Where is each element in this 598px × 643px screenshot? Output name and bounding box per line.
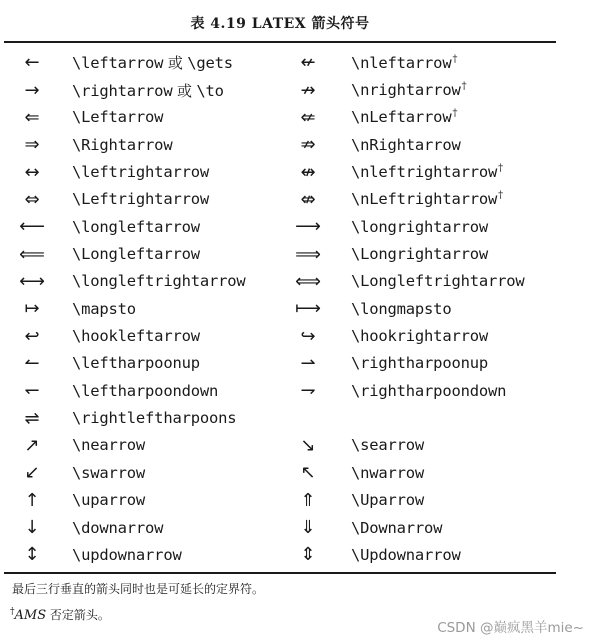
symbol-cell-right [277,268,339,295]
arrow-symbol: ↙ [24,462,40,484]
or-connector: 或 [172,81,197,100]
arrow-symbol: ⟺ [295,270,321,292]
latex-command: \Longleftrightarrow [351,272,525,291]
symbol-cell-left [4,432,60,459]
arrow-symbol: ⇐ [24,106,40,128]
arrow-symbol: ↑ [24,489,40,511]
latex-command: \Longleftarrow [72,245,200,264]
table-row [4,131,556,158]
arrow-symbol: ↽ [24,380,40,402]
latex-command: \longleftrightarrow [72,272,246,291]
symbol-cell-right [277,377,339,404]
command-cell-left [60,213,277,240]
command-cell-left [60,240,277,267]
arrow-symbol: ⇎ [300,188,316,210]
ams-dagger-mark: † [498,163,503,175]
symbol-cell-right [277,541,339,568]
arrow-symbol: ⟸ [19,243,45,265]
command-cell-right [339,240,556,267]
arrow-symbol: ⇍ [300,106,316,128]
table-row [4,322,556,349]
latex-command: \Uparrow [351,491,425,510]
arrow-symbol: ⟷ [19,270,45,292]
arrow-symbol: ⟵ [19,216,45,238]
table-row [4,377,556,404]
symbol-cell-right [277,432,339,459]
symbol-cell-right [277,76,339,103]
table-row [4,295,556,322]
command-cell-right [339,459,556,486]
latex-command: \longleftarrow [72,217,200,236]
command-cell-right [339,49,556,76]
latex-command: \nwarrow [351,463,425,482]
symbol-cell-left [4,459,60,486]
latex-command: \leftharpoondown [72,381,219,400]
latex-command: \Downarrow [351,518,443,537]
command-cell-left [60,487,277,514]
arrow-symbol: ⟶ [295,216,321,238]
symbol-cell-left [4,186,60,213]
arrow-symbol: ↚ [300,52,316,74]
symbol-cell-right [277,158,339,185]
latex-command: \Rightarrow [72,135,173,154]
latex-command: \rightharpoonup [351,354,488,373]
latex-command: \nleftrightarrow [351,163,498,182]
ams-logo: AMS [14,608,47,623]
arrow-symbol: ⇔ [24,188,40,210]
command-cell-left [60,104,277,131]
latex-command: \leftharpoonup [72,354,200,373]
symbol-cell-left [4,322,60,349]
table-row [4,76,556,103]
arrow-symbol: ↕ [24,544,40,566]
arrow-symbol: ↩ [24,325,40,347]
table-row [4,186,556,213]
command-cell-right [339,514,556,541]
symbol-cell-right [277,295,339,322]
table-row [4,432,556,459]
table-row [4,487,556,514]
symbol-cell-right [277,404,339,431]
arrow-symbol: ⇁ [300,380,316,402]
latex-command: \longmapsto [351,299,452,318]
command-cell-left [60,131,277,158]
symbol-cell-left [4,76,60,103]
table-row [4,404,556,431]
symbol-cell-left [4,350,60,377]
command-cell-left [60,377,277,404]
symbol-cell-left [4,268,60,295]
table-row [4,213,556,240]
arrow-symbol-table [4,49,556,569]
command-cell-right [339,213,556,240]
symbol-cell-left [4,131,60,158]
bottom-rule [4,572,556,574]
table-row [4,459,556,486]
command-cell-right [339,268,556,295]
arrow-symbol: ↪ [300,325,316,347]
symbol-cell-left [4,377,60,404]
symbol-cell-left [4,158,60,185]
latex-command: \nleftarrow [351,53,452,72]
table-row [4,104,556,131]
table-row [4,240,556,267]
arrow-symbol: ← [24,52,40,74]
latex-command: \Leftrightarrow [72,190,209,209]
latex-command: \hookleftarrow [72,327,200,346]
arrow-symbol: ⇕ [300,544,316,566]
arrow-symbol: ↦ [24,298,40,320]
latex-command: \rightharpoondown [351,381,507,400]
latex-command: \Longrightarrow [351,245,488,264]
footnote-ams-text: 否定箭头。 [46,608,110,622]
command-cell-right [339,76,556,103]
arrow-symbol: ⇏ [300,134,316,156]
symbol-cell-left [4,404,60,431]
command-cell-left [60,295,277,322]
command-cell-left [60,350,277,377]
or-connector: 或 [163,54,188,73]
symbol-cell-left [4,240,60,267]
command-cell-right [339,295,556,322]
arrow-table-body [4,49,556,569]
table-row [4,158,556,185]
latex-command: \longrightarrow [351,217,488,236]
command-cell-right [339,404,556,431]
latex-command: \nrightarrow [351,81,461,100]
arrow-symbol: ⇌ [24,407,40,429]
latex-command: \nLeftrightarrow [351,190,498,209]
symbol-cell-left [4,541,60,568]
command-cell-right [339,487,556,514]
symbol-cell-right [277,322,339,349]
table-row [4,350,556,377]
table-row [4,268,556,295]
command-cell-left [60,76,277,103]
symbol-cell-left [4,213,60,240]
arrow-symbol: ⇒ [24,134,40,156]
symbol-cell-right [277,49,339,76]
command-cell-left [60,268,277,295]
symbol-cell-right [277,104,339,131]
arrow-symbol: ↖ [300,462,316,484]
dagger-mark: † [10,607,15,617]
arrow-symbol: ⟹ [295,243,321,265]
ams-dagger-mark: † [498,190,503,202]
table-row [4,541,556,568]
symbol-cell-right [277,240,339,267]
arrow-symbol: ↓ [24,517,40,539]
command-cell-left [60,541,277,568]
arrow-symbol: ⇑ [300,489,316,511]
symbol-cell-right [277,459,339,486]
arrow-symbol: ↼ [24,352,40,374]
command-cell-left [60,186,277,213]
latex-command: \nLeftarrow [351,108,452,127]
command-cell-right [339,541,556,568]
symbol-cell-left [4,104,60,131]
command-cell-right [339,377,556,404]
latex-command: \uparrow [72,491,146,510]
latex-command: \Updownarrow [351,545,461,564]
command-cell-right [339,131,556,158]
ams-dagger-mark: † [452,108,458,120]
table-row [4,514,556,541]
footnote-delimiters: 最后三行垂直的箭头同时也是可延长的定界符。 [12,582,265,596]
latex-command: \Leftarrow [72,108,164,127]
symbol-cell-right [277,514,339,541]
latex-command: \rightarrow [72,81,173,100]
latex-command: \searrow [351,436,425,455]
table-caption: 表 4.19 LATEX 箭头符号 [190,16,370,32]
symbol-cell-left [4,49,60,76]
command-cell-left [60,432,277,459]
footnote-ams [10,606,110,623]
arrow-symbol: ↗ [24,434,40,456]
symbol-cell-left [4,487,60,514]
arrow-symbol: ↔ [24,161,40,183]
latex-command: \mapsto [72,299,136,318]
arrow-symbol: ↮ [300,161,316,183]
latex-command: \leftarrow [72,54,164,73]
symbol-cell-right [277,131,339,158]
command-cell-left [60,49,277,76]
ams-dagger-mark: † [452,53,458,65]
command-cell-right [339,432,556,459]
latex-command: \nRightarrow [351,135,461,154]
table-row [4,49,556,76]
symbol-cell-right [277,186,339,213]
latex-command: \hookrightarrow [351,327,488,346]
command-cell-right [339,322,556,349]
latex-command: \updownarrow [72,545,182,564]
csdn-watermark: CSDN @巅疯黑羊mie~ [437,620,584,636]
top-rule [4,41,556,43]
symbol-cell-right [277,487,339,514]
arrow-symbol: → [24,79,40,101]
latex-command-alias: \to [196,81,224,100]
command-cell-left [60,158,277,185]
arrow-symbol: ⇀ [300,352,316,374]
symbol-cell-left [4,514,60,541]
command-cell-right [339,186,556,213]
command-cell-right [339,104,556,131]
command-cell-left [60,459,277,486]
command-cell-left [60,322,277,349]
arrow-symbol: ↘ [300,434,316,456]
latex-command: \nearrow [72,436,146,455]
arrow-symbol: ⇓ [300,517,316,539]
symbol-cell-left [4,295,60,322]
ams-dagger-mark: † [461,81,467,93]
latex-command: \downarrow [72,518,164,537]
command-cell-right [339,350,556,377]
latex-command: \leftrightarrow [72,163,209,182]
arrow-symbol: ↛ [300,79,316,101]
latex-command-alias: \gets [187,54,233,73]
latex-command: \swarrow [72,463,146,482]
symbol-cell-right [277,350,339,377]
command-cell-right [339,158,556,185]
arrow-symbol: ⟼ [295,298,321,320]
command-cell-left [60,404,277,431]
symbol-cell-right [277,213,339,240]
command-cell-left [60,514,277,541]
latex-command: \rightleftharpoons [72,409,237,428]
